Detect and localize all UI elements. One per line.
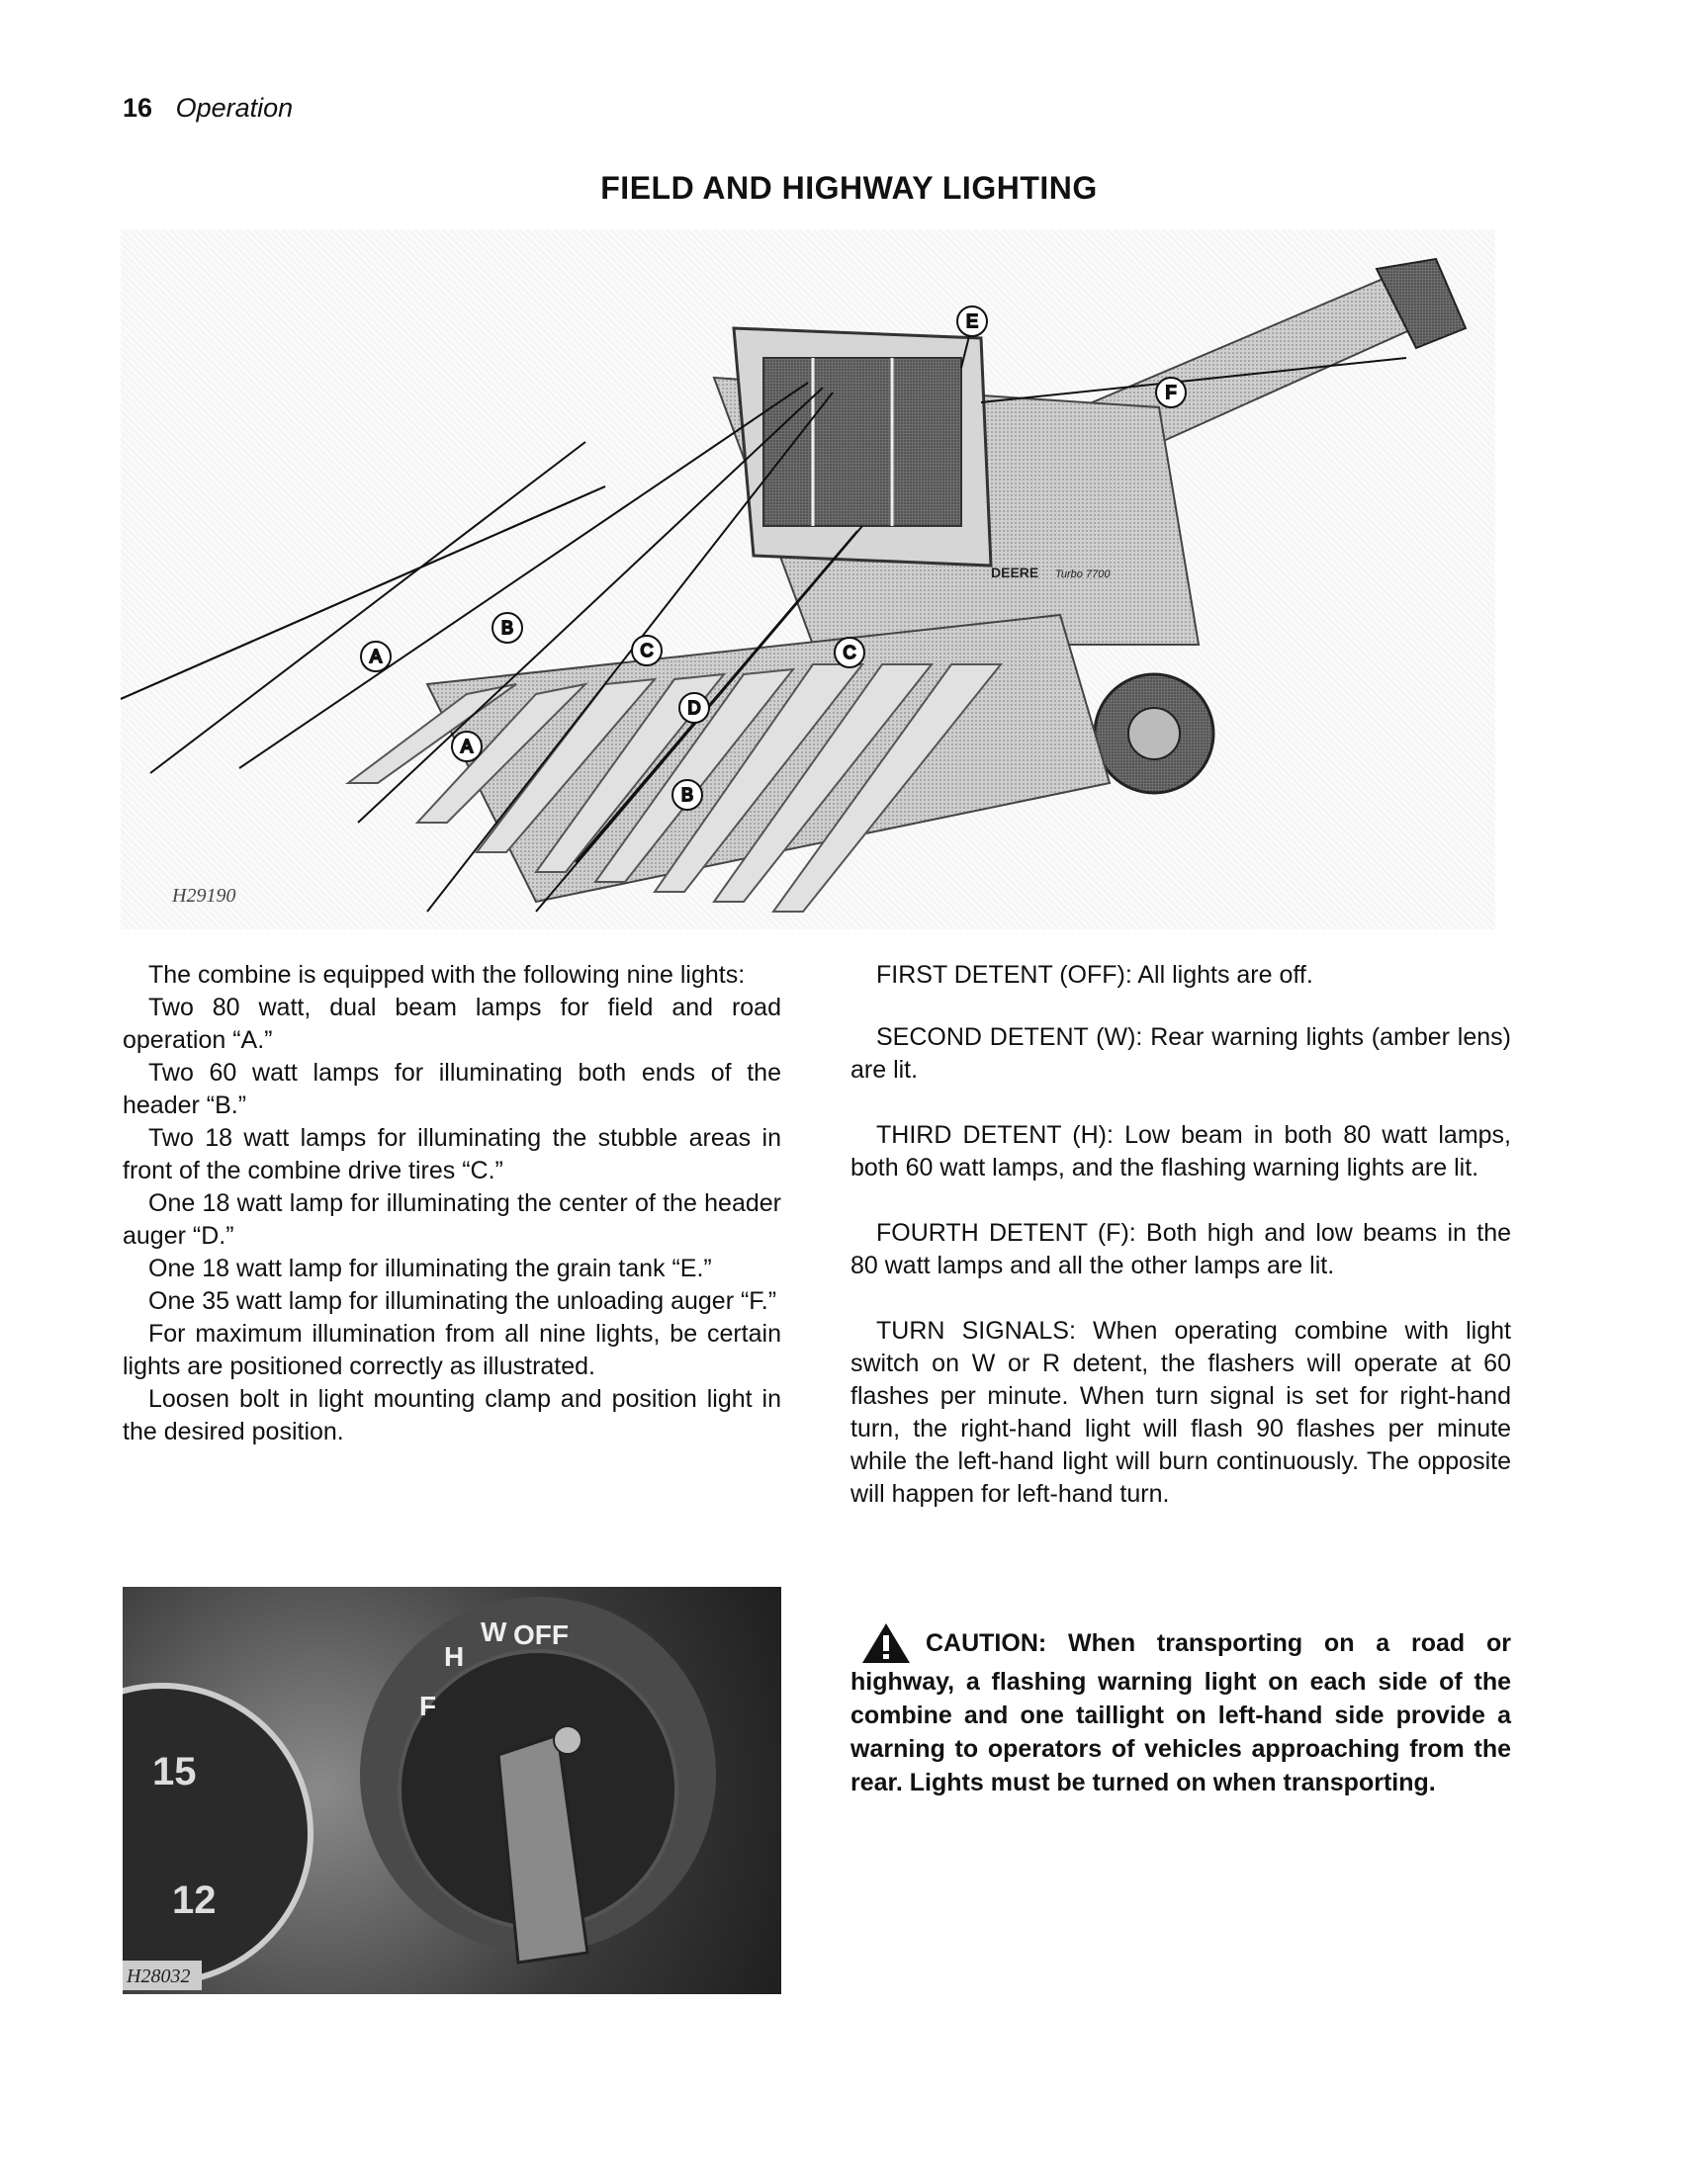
- paragraph: FIRST DETENT (OFF): All lights are off.: [876, 961, 1313, 989]
- detent-description: [850, 959, 1511, 1543]
- dial-label-h: H: [444, 1641, 465, 1672]
- page-header: [123, 93, 293, 124]
- paragraph: One 18 watt lamp for illuminating the center of the header auger “D.”: [123, 1189, 781, 1250]
- paragraph: One 35 watt lamp for illuminating the unloading auger “F.”: [148, 1287, 777, 1315]
- paragraph: Two 60 watt lamps for illuminating both ends of the header “B.”: [123, 1059, 781, 1119]
- section-name: Operation: [175, 93, 294, 123]
- paragraph: FOURTH DETENT (F): Both high and low beams in the 80 watt lamps and all the other lamps are lit.: [850, 1219, 1511, 1279]
- paragraph: SECOND DETENT (W): Rear warning lights (amber lens) are lit.: [850, 1023, 1511, 1084]
- callout-b-left: B: [500, 618, 514, 638]
- paragraph: Two 80 watt, dual beam lamps for field and road operation “A.”: [123, 994, 781, 1054]
- callout-d: D: [687, 698, 701, 718]
- caution-text: When transporting on a road or highway, a flashing warning light on each side of the combine and one taillight on left-hand side provide a warning to operators of vehicles approaching from the rear. Lights must be turned on when transporting.: [850, 1629, 1512, 1796]
- gauge-number-12: 12: [172, 1878, 217, 1922]
- lights-description: [123, 959, 781, 1448]
- callout-c-left: C: [640, 641, 654, 660]
- figure-id: H28032: [127, 1966, 191, 1987]
- dial-label-off: OFF: [513, 1619, 569, 1650]
- caution-block: [850, 1621, 1511, 1799]
- paragraph: THIRD DETENT (H): Low beam in both 80 watt lamps, both 60 watt lamps, and the flashing warning lights are lit.: [850, 1121, 1511, 1181]
- combine-lighting-figure: [121, 229, 1495, 929]
- paragraph: TURN SIGNALS: When operating combine with light switch on W or R detent, the flashers will operate at 60 flashes per minute. When turn signal is set for right-hand turn, the right-hand light will flash 90 flashes per minute while the left-hand light will burn continuously. The opposite will happen for left-hand turn.: [850, 1317, 1511, 1508]
- paragraph: Two 18 watt lamps for illuminating the stubble areas in front of the combine drive tires “C.”: [123, 1124, 781, 1184]
- figure-id: H29190: [172, 885, 236, 907]
- callout-a-left: A: [369, 647, 383, 666]
- model-label: Turbo 7700: [1055, 568, 1111, 580]
- caution-label: CAUTION:: [926, 1629, 1047, 1657]
- callout-b-bottom: B: [680, 785, 694, 805]
- paragraph: Loosen bolt in light mounting clamp and position light in the desired position.: [123, 1385, 781, 1445]
- paragraph: For maximum illumination from all nine lights, be certain lights are positioned correctly as illustrated.: [123, 1320, 781, 1380]
- callout-c-right: C: [843, 643, 856, 662]
- light-switch-figure: [123, 1587, 781, 1994]
- callout-e: E: [965, 311, 979, 331]
- warning-icon: [860, 1621, 912, 1665]
- gauge-number-15: 15: [152, 1750, 197, 1793]
- callout-f: F: [1165, 383, 1177, 402]
- dial-label-w: W: [481, 1616, 507, 1647]
- page-number: 16: [123, 93, 153, 123]
- dial-label-f: F: [419, 1691, 437, 1721]
- paragraph: The combine is equipped with the following nine lights:: [148, 961, 746, 989]
- combine-illustration: [121, 229, 1495, 929]
- machine-label: DEERE: [991, 565, 1039, 580]
- light-switch-illustration: [123, 1587, 781, 1994]
- paragraph: One 18 watt lamp for illuminating the grain tank “E.”: [148, 1255, 712, 1282]
- page-title: FIELD AND HIGHWAY LIGHTING: [600, 170, 1098, 206]
- callout-a-bottom: A: [460, 737, 474, 756]
